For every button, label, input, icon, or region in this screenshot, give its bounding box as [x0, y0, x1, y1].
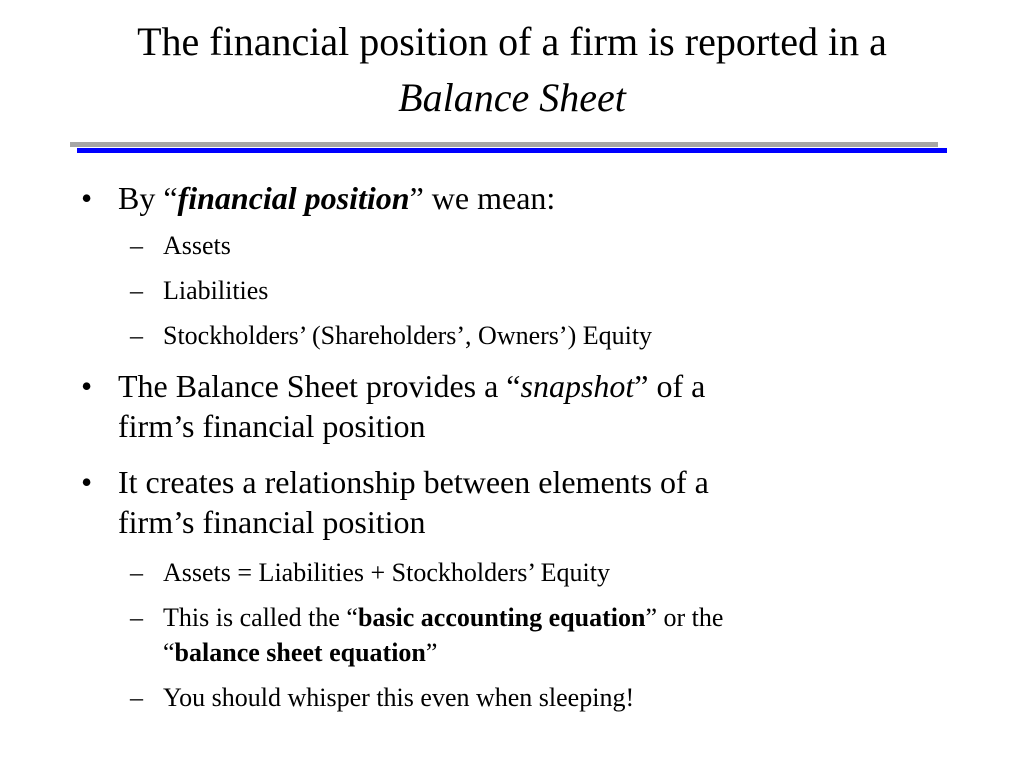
subitem-text: Stockholders’ (Shareholders’, Owners’) Equity: [163, 321, 653, 350]
subitem-text: You should whisper this even when sleeping!: [163, 683, 635, 712]
subitem-text-middle: ” or the: [645, 603, 724, 632]
subitem-text: Assets = Liabilities + Stockholders’ Equity: [163, 558, 610, 587]
bullet-marker: •: [81, 464, 93, 500]
term-basic-accounting-equation: basic accounting equation: [357, 603, 646, 632]
subitem-equity: [130, 318, 923, 353]
bullet-snapshot: [81, 366, 878, 446]
bullet-emphasis: snapshot: [520, 368, 635, 404]
bullet-financial-position: [81, 178, 878, 218]
bullet-text-prefix: The Balance Sheet provides a “: [118, 368, 521, 404]
bullet-text-suffix: ” we mean:: [409, 180, 556, 216]
dash-marker: –: [130, 558, 143, 587]
bullet-text-line-2: firm’s financial position: [118, 504, 426, 540]
dash-marker: –: [130, 683, 143, 712]
bullet-marker: •: [81, 368, 93, 404]
slide-title: [40, 14, 984, 126]
subitem-liabilities: [130, 273, 923, 308]
title-line-1: The financial position of a firm is reported in a: [137, 19, 887, 64]
title-rule-shadow: [70, 142, 938, 147]
dash-marker: –: [130, 276, 143, 305]
bullet-text-prefix: By “: [118, 180, 178, 216]
bullet-marker: •: [81, 180, 93, 216]
bullet-emphasis: financial position: [177, 180, 410, 216]
subitem-called: [130, 600, 923, 670]
title-line-2: Balance Sheet: [398, 75, 626, 120]
subitem-whisper: [130, 680, 923, 715]
dash-marker: –: [130, 603, 143, 632]
dash-marker: –: [130, 231, 143, 260]
bullet-text-line-1: It creates a relationship between elements of a: [118, 464, 709, 500]
term-balance-sheet-equation: balance sheet equation: [174, 638, 426, 667]
subitem-assets: [130, 228, 923, 263]
bullet-relationship: [81, 462, 878, 542]
subitem-text-prefix: This is called the “: [163, 603, 358, 632]
subitem-text: Assets: [163, 231, 231, 260]
title-rule: [77, 148, 947, 153]
bullet-text-suffix: ” of a: [634, 368, 706, 404]
subitem-equation: [130, 555, 923, 590]
open-quote: “: [163, 638, 175, 667]
subitem-text: Liabilities: [163, 276, 269, 305]
close-quote: ”: [425, 638, 438, 667]
bullet-text-line-2: firm’s financial position: [118, 408, 426, 444]
dash-marker: –: [130, 321, 143, 350]
